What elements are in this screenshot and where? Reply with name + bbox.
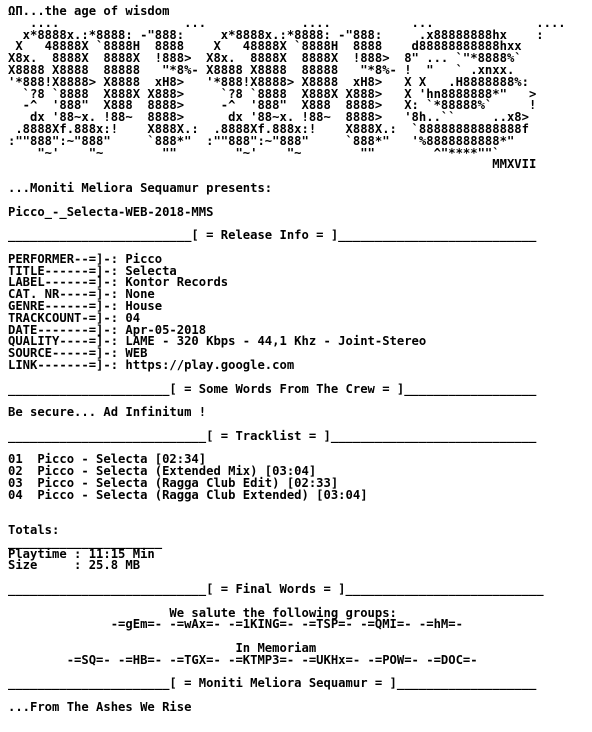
presents-line: ...Moniti Meliora Sequamur presents: <box>8 180 273 195</box>
ascii-art-logo: .... ... .... ... .... x*8888x.:*8888: -"888: x*8888x.:*8888: -"888: .x88888888hx : X 48888X `8888H 8888 X 48888X `8888H 8888 d88888888888hxx X8x. 8888X 8888X !888> X8x. 8888X 8888X !888> 8" ... `"*8888%` X8888 X8888 88888 "*8%- X8888 X8888 88888 "*8%- ! " ` .xnxx. '*888!X8888> X8888 xH8> '*888!X8888> X8888 xH8> X X .H8888888%: `?8 `8888 X888X X888> `?8 `8888 X888X X888> X 'hn8888888*" > -^ '888" X888 8888> -^ '888" X888 8888> X: `*88888%` ! dx '88~x. !88~ 8888> dx '88~x. !88~ 8888> '8h..`` ..x8> .8888Xf.888x:! X888X.: .8888Xf.888x:! X888X.: `88888888888888f :""888":~"888" `888*" :""888":~"888" `888*" '%8888888888*" "~' "~ "" "~' "~ "" ^"****""` MMXVII <box>8 15 566 172</box>
totals-label: Totals: <box>8 523 60 538</box>
section-header-footer: ______________________[ = Moniti Meliora Sequamur = ]___________________ <box>8 676 537 691</box>
section-header-crew-words: ______________________[ = Some Words From The Crew = ]__________________ <box>8 381 537 396</box>
memoriam-groups: -=SQ=- -=HB=- -=TGX=- -=KTMP3=- -=UKHx=- -=POW=- -=DOC=- <box>8 652 478 667</box>
totals-playtime: Playtime : 11:15 Min <box>8 546 155 561</box>
header-line: ΩΠ...the age of wisdom <box>8 4 170 18</box>
greetings-title: We salute the following groups: <box>8 605 397 620</box>
totals-size: Size : 25.8 MB <box>8 558 141 573</box>
info-quality: QUALITY----=]-: LAME - 320 Kbps - 44,1 Khz - Joint-Stereo <box>8 334 427 349</box>
section-header-release-info: _________________________[ = Release Info = ]___________________________ <box>8 228 537 243</box>
totals-rule: _____________________ <box>8 534 163 549</box>
section-header-tracklist: ___________________________[ = Tracklist = ]____________________________ <box>8 428 537 443</box>
info-genre: GENRE------=]-: House <box>8 298 163 313</box>
info-label: LABEL------=]-: Kontor Records <box>8 275 229 290</box>
track-item: 04 Picco - Selecta (Ragga Club Extended) [03:04] <box>8 487 368 502</box>
release-name: Picco_-_Selecta-WEB-2018-MMS <box>8 204 214 219</box>
info-source: SOURCE-----=]-: WEB <box>8 346 148 361</box>
info-performer: PERFORMER--=]-: Picco <box>8 251 163 266</box>
outro-line: ...From The Ashes We Rise <box>8 700 192 715</box>
spacer <box>8 513 592 525</box>
memoriam-title: In Memoriam <box>8 641 317 656</box>
section-header-final-words: ___________________________[ = Final Words = ]___________________________ <box>8 582 544 597</box>
greetings-groups: -=gEm=- -=wAx=- -=1KING=- -=TSP=- -=QMI=- -=hM=- <box>8 617 463 632</box>
info-catalog-number: CAT. NR----=]-: None <box>8 287 155 302</box>
track-item: 03 Picco - Selecta (Ragga Club Edit) [02:33] <box>8 475 339 490</box>
info-title: TITLE------=]-: Selecta <box>8 263 177 278</box>
track-item: 01 Picco - Selecta [02:34] <box>8 452 207 467</box>
spacer <box>8 501 592 513</box>
crew-words-text: Be secure... Ad Infinitum ! <box>8 405 207 420</box>
info-date: DATE-------=]-: Apr-05-2018 <box>8 322 207 337</box>
info-link: LINK-------=]-: https://play.google.com <box>8 357 295 372</box>
track-item: 02 Picco - Selecta (Extended Mix) [03:04] <box>8 464 317 479</box>
info-trackcount: TRACKCOUNT-=]-: 04 <box>8 310 141 325</box>
